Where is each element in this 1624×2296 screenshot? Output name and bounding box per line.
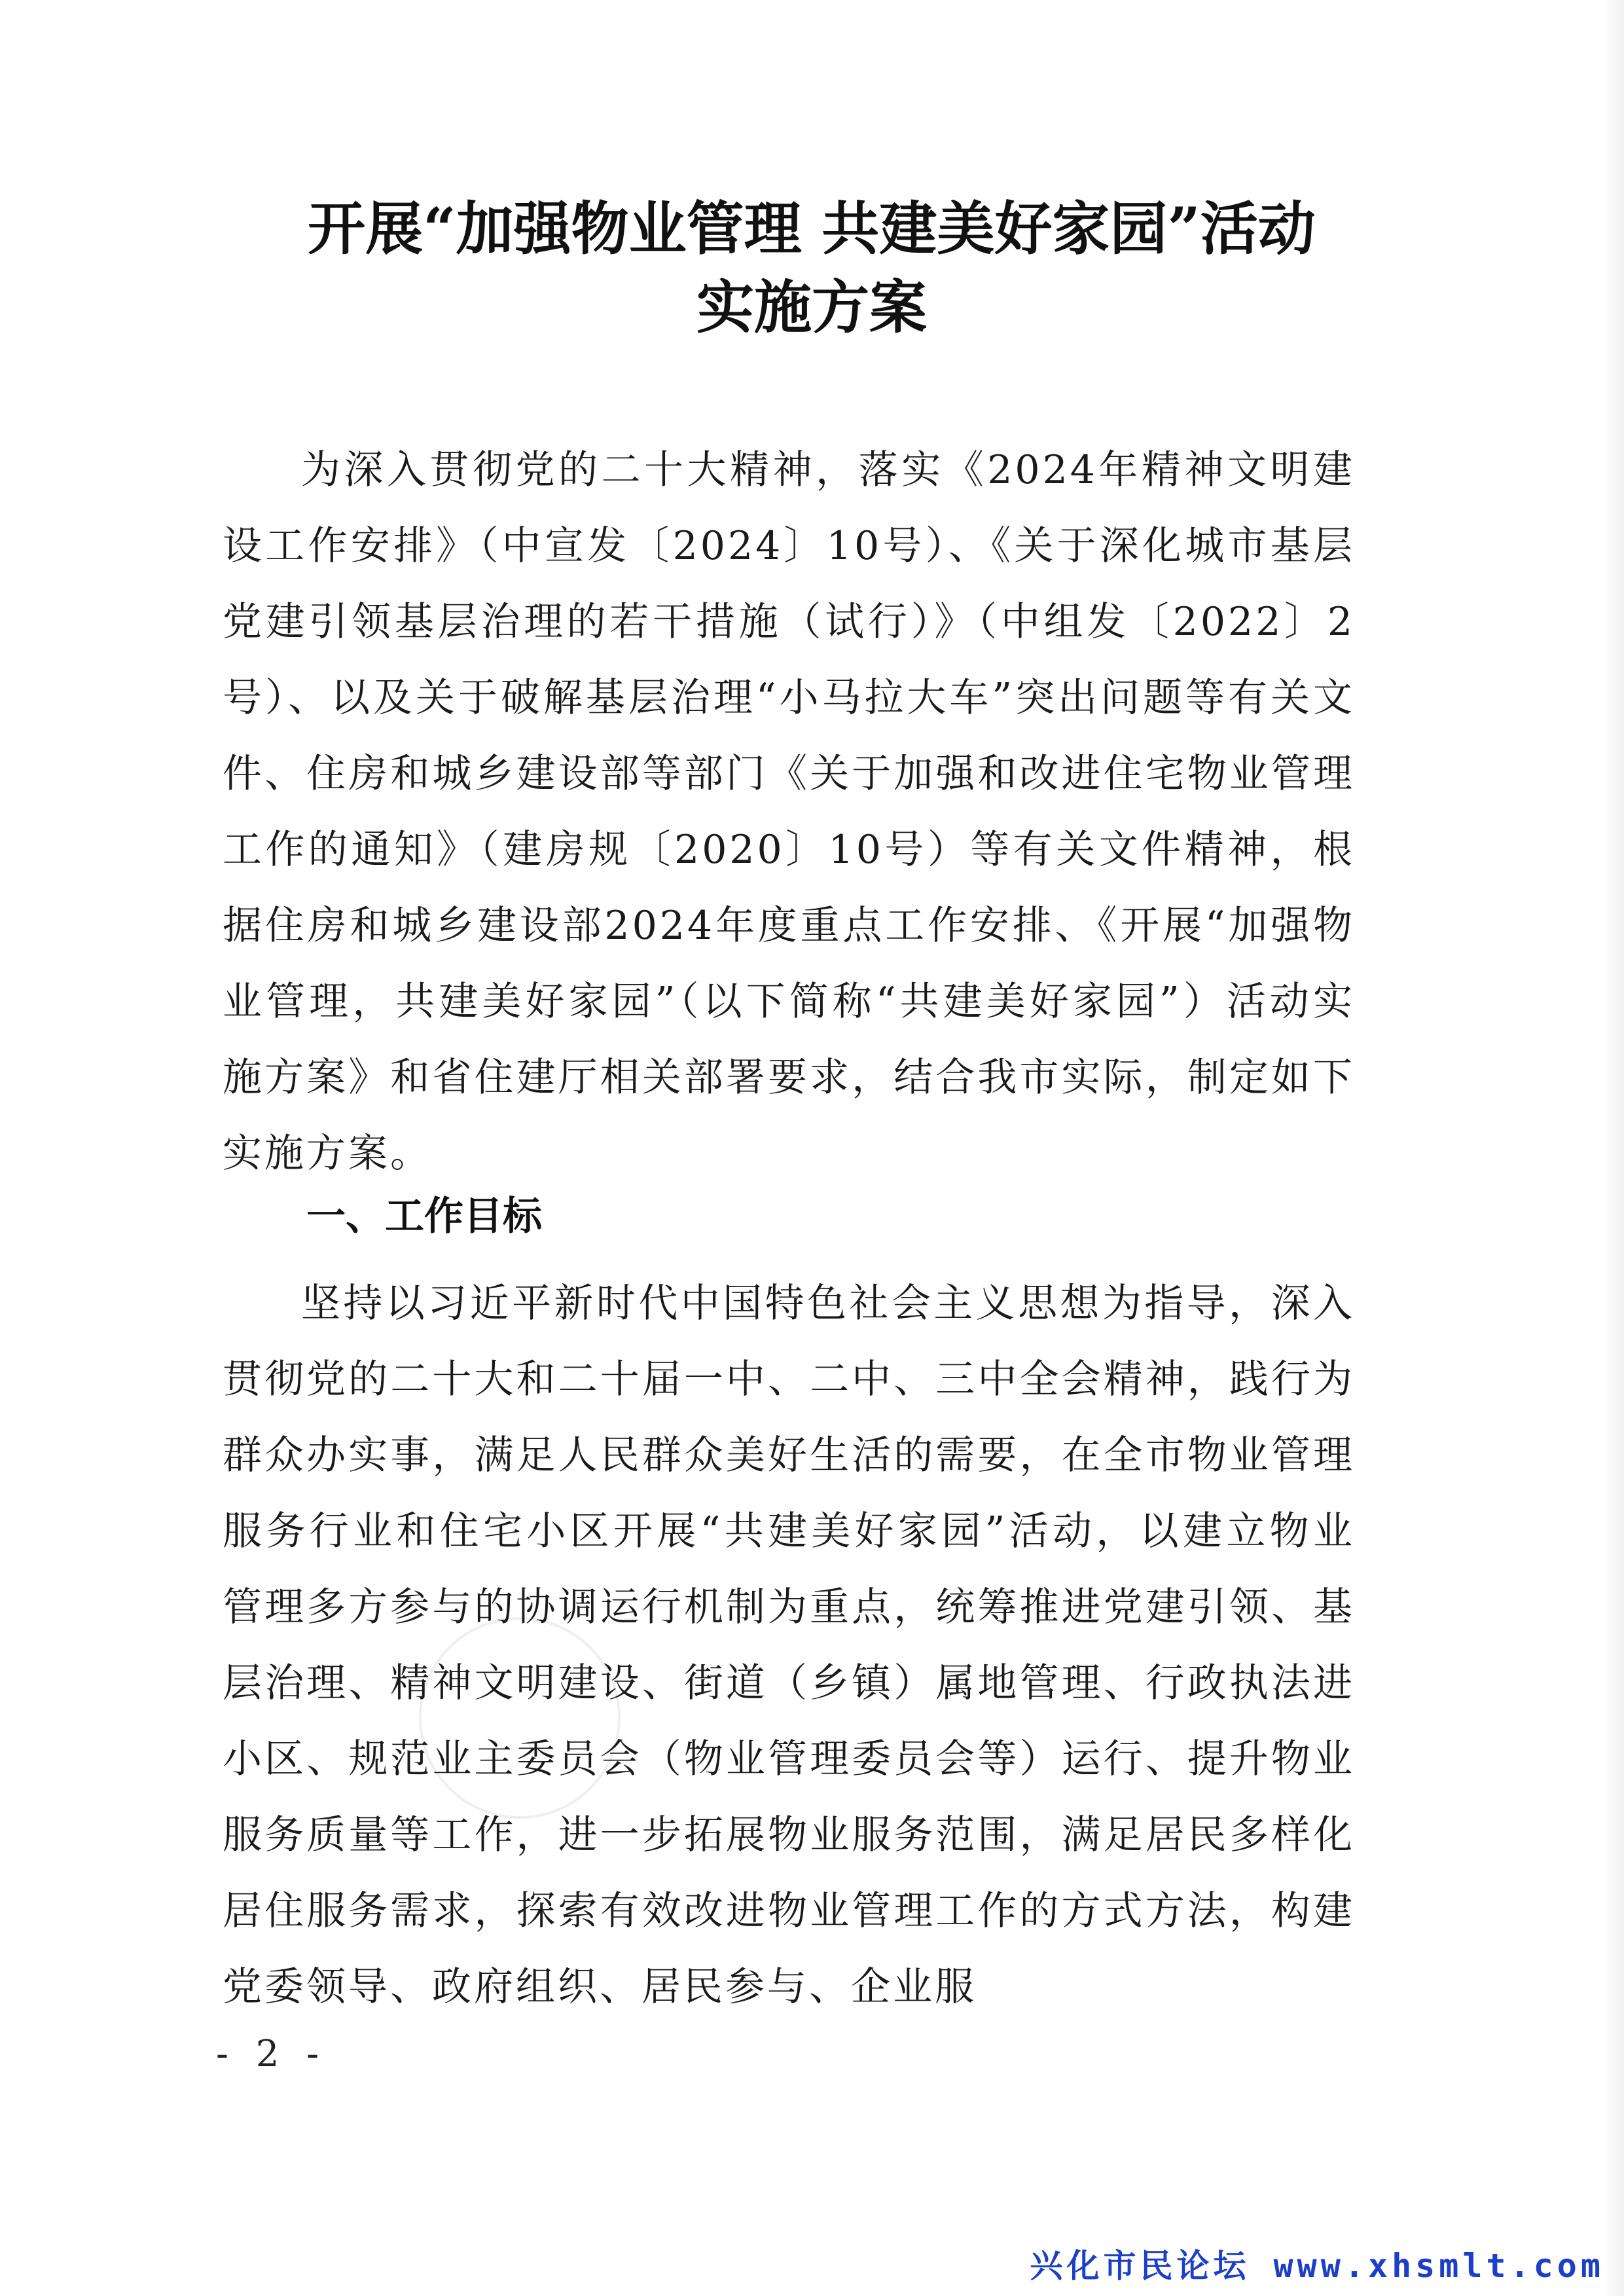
intro-paragraph: 为深入贯彻党的二十大精神，落实《2024年精神文明建设工作安排》（中宣发〔2024〕10号）、《关于深化城市基层党建引领基层治理的若干措施（试行）》（中组发〔2022〕2号）、以及关于破解基层治理“小马拉大车”突出问题等有关文件、住房和城乡建设部等部门《关于加强和改进住宅物业管理工作的通知》（建房规〔2020〕10号）等有关文件精神，根据住房和城乡建设部2024年度重点工作安排、《开展“加强物业管理，共建美好家园”（以下简称“共建美好家园”）活动实施方案》和省住建厅相关部署要求，结合我市实际，制定如下实施方案。 (223, 447, 1355, 1176)
forum-watermark: 兴化市民论坛 www.xhsmlt.com (1030, 2247, 1604, 2285)
page-number: - 2 - (216, 2033, 327, 2075)
work-goals-paragraph: 坚持以习近平新时代中国特色社会主义思想为指导，深入贯彻党的二十大和二十届一中、二中、三中全会精神，践行为群众办实事，满足人民群众美好生活的需要，在全市物业管理服务行业和住宅小区开展“共建美好家园”活动，以建立物业管理多方参与的协调运行机制为重点，统筹推进党建引领、基层治理、精神文明建设、街道（乡镇）属地管理、行政执法进小区、规范业主委员会（物业管理委员会等）运行、提升物业服务质量等工作，进一步拓展物业服务范围，满足居民多样化居住服务需求，探索有效改进物业管理工作的方式方法，构建党委领导、政府组织、居民参与、企业服 (223, 1281, 1355, 2010)
document-title-line-1: 开展“加强物业管理 共建美好家园”活动 (308, 194, 1316, 263)
document-title-line-2: 实施方案 (696, 273, 927, 341)
page-edge-shadow (1604, 0, 1624, 2296)
section-heading-work-goals: 一、工作目标 (306, 1194, 542, 1239)
